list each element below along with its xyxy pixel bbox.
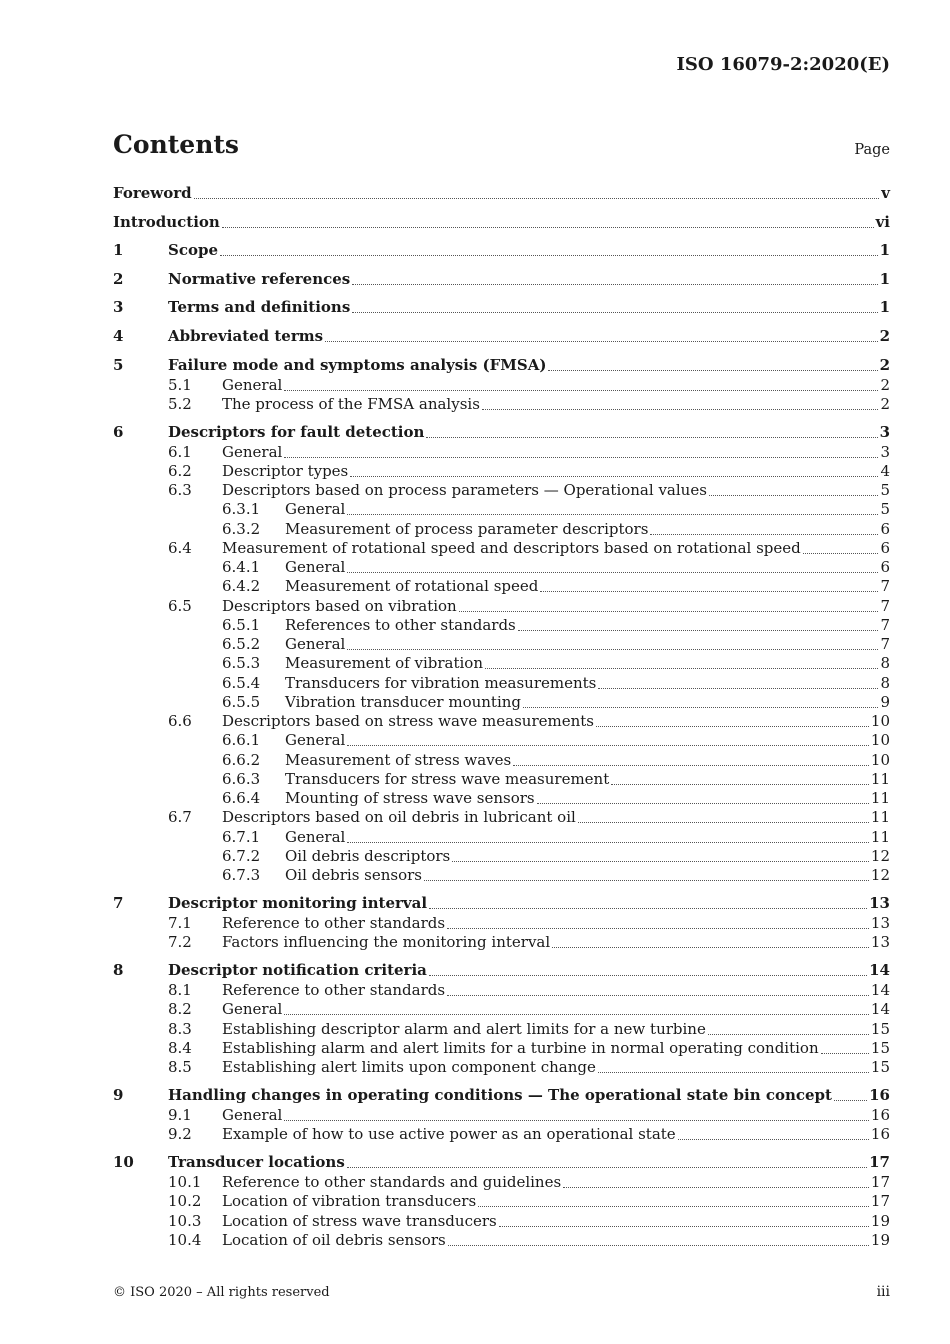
toc-section-entry[interactable] bbox=[113, 1086, 890, 1106]
toc-title: Descriptor monitoring interval bbox=[168, 894, 428, 912]
toc-subsection-entry[interactable] bbox=[113, 1212, 890, 1231]
toc-page-number: 6 bbox=[880, 558, 890, 577]
toc-page-number: 15 bbox=[870, 1038, 890, 1057]
toc-title: Abbreviated terms bbox=[168, 326, 324, 345]
dot-leader bbox=[709, 494, 879, 496]
toc-section-entry[interactable] bbox=[113, 356, 890, 376]
toc-title: General bbox=[222, 375, 283, 394]
toc-number: 6.6 bbox=[168, 712, 192, 731]
toc-title: Descriptor types bbox=[222, 461, 349, 480]
toc-page-number: 14 bbox=[870, 1000, 890, 1019]
toc-subsection-entry[interactable] bbox=[113, 558, 890, 577]
toc-subsection-entry[interactable] bbox=[113, 481, 890, 500]
dot-leader bbox=[284, 389, 878, 391]
dot-leader bbox=[347, 648, 878, 650]
toc-page-number: 2 bbox=[880, 394, 890, 413]
footer-page-number: iii bbox=[876, 1284, 890, 1300]
toc-page-number: 7 bbox=[880, 596, 890, 615]
toc-section-entry[interactable] bbox=[113, 241, 890, 261]
toc-subsection-entry[interactable] bbox=[113, 731, 890, 750]
toc-title: Location of oil debris sensors bbox=[222, 1230, 446, 1249]
dot-leader bbox=[284, 456, 878, 458]
toc-title: General bbox=[285, 635, 346, 654]
dot-leader bbox=[429, 974, 867, 976]
toc-section-entry[interactable] bbox=[113, 327, 890, 347]
toc-number: 6.6.4 bbox=[222, 789, 261, 808]
toc-title: Descriptors based on vibration bbox=[222, 596, 457, 615]
dot-leader bbox=[482, 408, 879, 410]
toc-page-number: 19 bbox=[870, 1230, 890, 1249]
toc-title: Reference to other standards bbox=[222, 914, 446, 932]
toc-number: 6.3.2 bbox=[222, 519, 261, 538]
toc-title: Reference to other standards bbox=[222, 981, 446, 1000]
toc-page-number: 5 bbox=[880, 500, 890, 519]
toc-title: Terms and definitions bbox=[168, 298, 351, 317]
dot-leader bbox=[447, 927, 869, 929]
table-of-contents bbox=[113, 184, 890, 1250]
toc-subsection-entry[interactable] bbox=[113, 866, 890, 885]
toc-number: 6.7 bbox=[168, 808, 192, 827]
toc-title: Oil debris sensors bbox=[285, 866, 423, 885]
document-id: ISO 16079-2:2020(E) bbox=[676, 54, 890, 75]
toc-subsection-entry[interactable] bbox=[113, 443, 890, 462]
dot-leader bbox=[678, 1138, 869, 1140]
toc-number: 6.3.1 bbox=[222, 500, 261, 519]
toc-section-entry[interactable] bbox=[113, 213, 890, 233]
dot-leader bbox=[459, 610, 879, 612]
toc-subsection-entry[interactable] bbox=[113, 577, 890, 596]
toc-page-number: 1 bbox=[879, 298, 890, 317]
toc-page-number: 14 bbox=[870, 981, 890, 1000]
toc-subsection-entry[interactable] bbox=[113, 462, 890, 481]
dot-leader bbox=[352, 311, 877, 313]
toc-title: Establishing alarm and alert limits for a turbine in normal operating condition bbox=[222, 1038, 819, 1057]
dot-leader bbox=[347, 744, 869, 746]
toc-page-number: 13 bbox=[869, 894, 890, 912]
dot-leader bbox=[611, 783, 869, 785]
toc-number: 8.1 bbox=[168, 981, 192, 1000]
toc-number: 5.2 bbox=[168, 394, 192, 413]
toc-page-number: v bbox=[881, 184, 890, 202]
toc-subsection-entry[interactable] bbox=[113, 712, 890, 731]
toc-subsection-entry[interactable] bbox=[113, 1192, 890, 1211]
toc-number: 3 bbox=[113, 298, 124, 317]
toc-page-number: 7 bbox=[880, 635, 890, 654]
toc-subsection-entry[interactable] bbox=[113, 933, 890, 952]
dot-leader bbox=[325, 340, 877, 342]
toc-page-number: 10 bbox=[870, 750, 890, 769]
toc-page-number: 15 bbox=[870, 1019, 890, 1038]
toc-page-number: 11 bbox=[870, 808, 890, 827]
dot-leader bbox=[478, 1205, 869, 1207]
toc-number: 6.7.2 bbox=[222, 846, 261, 865]
toc-number: 10 bbox=[113, 1153, 134, 1172]
dot-leader bbox=[563, 1186, 869, 1188]
dot-leader bbox=[552, 946, 869, 948]
dot-leader bbox=[347, 571, 878, 573]
toc-page-number: 3 bbox=[880, 442, 890, 461]
toc-page-number: 2 bbox=[880, 375, 890, 394]
toc-subsection-entry[interactable] bbox=[113, 520, 890, 539]
toc-subsection-entry[interactable] bbox=[113, 1058, 890, 1077]
toc-page-number: 17 bbox=[869, 1153, 890, 1172]
toc-number: 6.5 bbox=[168, 596, 192, 615]
toc-number: 6.2 bbox=[168, 461, 192, 480]
toc-subsection-entry[interactable] bbox=[113, 539, 890, 558]
toc-title: Factors influencing the monitoring interval bbox=[222, 933, 551, 952]
toc-number: 6.7.3 bbox=[222, 866, 261, 885]
toc-subsection-entry[interactable] bbox=[113, 500, 890, 519]
toc-page-number: 10 bbox=[870, 731, 890, 750]
toc-number: 1 bbox=[113, 241, 124, 260]
toc-title: Oil debris descriptors bbox=[285, 846, 451, 865]
toc-page-number: 16 bbox=[870, 1105, 890, 1124]
toc-title: Location of stress wave transducers bbox=[222, 1211, 497, 1230]
toc-title: Measurement of vibration bbox=[285, 654, 483, 673]
toc-number: 8.2 bbox=[168, 1000, 192, 1019]
toc-number: 6.5.4 bbox=[222, 673, 261, 692]
toc-section-entry[interactable] bbox=[113, 1153, 890, 1173]
toc-page-number: 13 bbox=[870, 933, 890, 952]
toc-subsection-entry[interactable] bbox=[113, 1106, 890, 1125]
toc-page-number: 6 bbox=[880, 538, 890, 557]
toc-page-number: 9 bbox=[880, 692, 890, 711]
toc-number: 9.1 bbox=[168, 1105, 192, 1124]
toc-page-number: 16 bbox=[869, 1085, 890, 1104]
toc-title: Transducers for vibration measurements bbox=[285, 673, 597, 692]
toc-number: 6.3 bbox=[168, 481, 192, 500]
toc-number: 6.4 bbox=[168, 538, 192, 557]
dot-leader bbox=[834, 1099, 867, 1101]
dot-leader bbox=[426, 436, 877, 438]
dot-leader bbox=[513, 764, 869, 766]
dot-leader bbox=[452, 860, 869, 862]
footer-copyright: © ISO 2020 – All rights reserved bbox=[113, 1285, 330, 1300]
toc-subsection-entry[interactable] bbox=[113, 1000, 890, 1019]
dot-leader bbox=[347, 513, 878, 515]
toc-subsection-entry[interactable] bbox=[113, 674, 890, 693]
toc-subsection-entry[interactable] bbox=[113, 693, 890, 712]
toc-page-number: vi bbox=[875, 212, 890, 231]
toc-number: 6.4.1 bbox=[222, 558, 261, 577]
toc-number: 2 bbox=[113, 269, 124, 288]
toc-title: Introduction bbox=[113, 212, 220, 231]
toc-number: 10.1 bbox=[168, 1173, 202, 1192]
dot-leader bbox=[194, 197, 880, 199]
toc-subsection-entry[interactable] bbox=[113, 751, 890, 770]
dot-leader bbox=[352, 283, 877, 285]
toc-subsection-entry[interactable] bbox=[113, 789, 890, 808]
toc-title: Establishing descriptor alarm and alert limits for a new turbine bbox=[222, 1019, 706, 1038]
toc-number: 7 bbox=[113, 894, 124, 912]
toc-title: Reference to other standards and guidelines bbox=[222, 1173, 562, 1192]
dot-leader bbox=[598, 1071, 869, 1073]
toc-page-number: 5 bbox=[880, 481, 890, 500]
dot-leader bbox=[803, 552, 879, 554]
toc-title: Descriptors based on process parameters — Operational values bbox=[222, 481, 707, 500]
dot-leader bbox=[347, 1166, 867, 1168]
toc-page-number: 4 bbox=[880, 461, 890, 480]
toc-section-entry[interactable] bbox=[113, 298, 890, 318]
toc-subsection-entry[interactable] bbox=[113, 828, 890, 847]
toc-title: Vibration transducer mounting bbox=[285, 692, 522, 711]
toc-section-entry[interactable] bbox=[113, 894, 890, 914]
dot-leader bbox=[821, 1052, 869, 1054]
dot-leader bbox=[429, 907, 867, 909]
toc-title: Measurement of process parameter descriptors bbox=[285, 519, 649, 538]
toc-subsection-entry[interactable] bbox=[113, 1020, 890, 1039]
toc-page-number: 16 bbox=[870, 1125, 890, 1144]
toc-page-number: 2 bbox=[879, 355, 890, 374]
toc-page-number: 8 bbox=[880, 673, 890, 692]
toc-title: General bbox=[222, 1105, 283, 1124]
toc-title: Failure mode and symptoms analysis (FMSA) bbox=[168, 355, 547, 374]
toc-title: Establishing alert limits upon component change bbox=[222, 1058, 596, 1077]
toc-number: 6.5.1 bbox=[222, 615, 261, 634]
toc-title: Location of vibration transducers bbox=[222, 1192, 477, 1211]
toc-number: 6.4.2 bbox=[222, 577, 261, 596]
toc-number: 8.3 bbox=[168, 1019, 192, 1038]
dot-leader bbox=[284, 1013, 869, 1015]
toc-number: 10.4 bbox=[168, 1230, 202, 1249]
toc-number: 6.5.3 bbox=[222, 654, 261, 673]
toc-title: General bbox=[222, 442, 283, 461]
toc-page-number: 1 bbox=[879, 269, 890, 288]
toc-title: Transducers for stress wave measurement bbox=[285, 769, 610, 788]
toc-subsection-entry[interactable] bbox=[113, 1039, 890, 1058]
toc-page-number: 1 bbox=[879, 241, 890, 260]
toc-number: 6.1 bbox=[168, 442, 192, 461]
toc-title: The process of the FMSA analysis bbox=[222, 394, 480, 413]
dot-leader bbox=[222, 226, 874, 228]
toc-title: General bbox=[285, 731, 346, 750]
toc-subsection-entry[interactable] bbox=[113, 1173, 890, 1192]
toc-subsection-entry[interactable] bbox=[113, 981, 890, 1000]
toc-section-entry[interactable] bbox=[113, 270, 890, 290]
toc-title: Example of how to use active power as an operational state bbox=[222, 1125, 676, 1144]
dot-leader bbox=[485, 667, 878, 669]
toc-number: 4 bbox=[113, 326, 124, 345]
toc-title: Transducer locations bbox=[168, 1153, 345, 1172]
page-title: Contents bbox=[113, 130, 240, 159]
toc-title: Descriptors based on oil debris in lubricant oil bbox=[222, 808, 576, 827]
toc-subsection-entry[interactable] bbox=[113, 376, 890, 395]
toc-subsection-entry[interactable] bbox=[113, 770, 890, 789]
toc-number: 10.2 bbox=[168, 1192, 202, 1211]
toc-number: 6.7.1 bbox=[222, 827, 261, 846]
toc-page-number: 3 bbox=[879, 422, 890, 441]
toc-subsection-entry[interactable] bbox=[113, 635, 890, 654]
toc-title: Handling changes in operating conditions — The operational state bin concept bbox=[168, 1085, 832, 1104]
dot-leader bbox=[548, 369, 877, 371]
toc-page-number: 17 bbox=[870, 1192, 890, 1211]
dot-leader bbox=[578, 821, 869, 823]
toc-title: General bbox=[285, 827, 346, 846]
toc-number: 6.6.1 bbox=[222, 731, 261, 750]
toc-number: 10.3 bbox=[168, 1211, 202, 1230]
toc-title: References to other standards bbox=[285, 615, 516, 634]
toc-page-number: 8 bbox=[880, 654, 890, 673]
toc-title: Mounting of stress wave sensors bbox=[285, 789, 535, 808]
dot-leader bbox=[708, 1033, 869, 1035]
dot-leader bbox=[518, 629, 879, 631]
toc-number: 9 bbox=[113, 1085, 124, 1104]
toc-section-entry[interactable] bbox=[113, 423, 890, 443]
toc-title: Normative references bbox=[168, 269, 351, 288]
toc-title: Measurement of rotational speed and descriptors based on rotational speed bbox=[222, 538, 801, 557]
toc-subsection-entry[interactable] bbox=[113, 847, 890, 866]
toc-number: 7.1 bbox=[168, 914, 192, 932]
toc-number: 6.6.2 bbox=[222, 750, 261, 769]
toc-section-entry[interactable] bbox=[113, 184, 890, 204]
toc-section-entry[interactable] bbox=[113, 961, 890, 981]
toc-number: 6.6.3 bbox=[222, 769, 261, 788]
toc-page-number: 7 bbox=[880, 577, 890, 596]
toc-page-number: 7 bbox=[880, 615, 890, 634]
toc-page-number: 6 bbox=[880, 519, 890, 538]
toc-number: 8 bbox=[113, 961, 124, 980]
toc-number: 5.1 bbox=[168, 375, 192, 394]
toc-page-number: 2 bbox=[879, 326, 890, 345]
toc-page-number: 10 bbox=[870, 712, 890, 731]
dot-leader bbox=[598, 687, 878, 689]
dot-leader bbox=[424, 879, 869, 881]
dot-leader bbox=[350, 475, 878, 477]
toc-page-number: 15 bbox=[870, 1058, 890, 1077]
toc-title: Descriptors based on stress wave measurements bbox=[222, 712, 594, 731]
toc-subsection-entry[interactable] bbox=[113, 597, 890, 616]
toc-page-number: 11 bbox=[870, 789, 890, 808]
toc-subsection-entry[interactable] bbox=[113, 1231, 890, 1250]
toc-page-number: 12 bbox=[870, 866, 890, 885]
toc-title: General bbox=[285, 558, 346, 577]
toc-subsection-entry[interactable] bbox=[113, 1125, 890, 1144]
toc-page-number: 11 bbox=[870, 827, 890, 846]
dot-leader bbox=[523, 706, 878, 708]
toc-number: 8.4 bbox=[168, 1038, 192, 1057]
dot-leader bbox=[284, 1119, 869, 1121]
toc-title: Scope bbox=[168, 241, 219, 260]
toc-page-number: 11 bbox=[870, 769, 890, 788]
toc-subsection-entry[interactable] bbox=[113, 395, 890, 414]
toc-number: 8.5 bbox=[168, 1058, 192, 1077]
toc-title: Descriptor notification criteria bbox=[168, 961, 427, 980]
dot-leader bbox=[499, 1225, 869, 1227]
toc-number: 5 bbox=[113, 355, 124, 374]
toc-page-number: 13 bbox=[870, 914, 890, 932]
toc-page-number: 19 bbox=[870, 1211, 890, 1230]
page-column-label: Page bbox=[854, 142, 890, 158]
toc-number: 9.2 bbox=[168, 1125, 192, 1144]
toc-page-number: 14 bbox=[869, 961, 890, 980]
toc-number: 7.2 bbox=[168, 933, 192, 952]
toc-number: 6.5.2 bbox=[222, 635, 261, 654]
toc-title: Foreword bbox=[113, 184, 192, 202]
toc-subsection-entry[interactable] bbox=[113, 914, 890, 933]
toc-title: Descriptors for fault detection bbox=[168, 422, 425, 441]
toc-page-number: 17 bbox=[870, 1173, 890, 1192]
toc-title: Measurement of stress waves bbox=[285, 750, 512, 769]
toc-subsection-entry[interactable] bbox=[113, 654, 890, 673]
toc-number: 6 bbox=[113, 422, 124, 441]
toc-subsection-entry[interactable] bbox=[113, 808, 890, 827]
dot-leader bbox=[347, 841, 869, 843]
dot-leader bbox=[650, 533, 878, 535]
toc-title: General bbox=[222, 1000, 283, 1019]
dot-leader bbox=[220, 254, 878, 256]
toc-page-number: 12 bbox=[870, 846, 890, 865]
toc-subsection-entry[interactable] bbox=[113, 616, 890, 635]
dot-leader bbox=[447, 994, 869, 996]
toc-title: General bbox=[285, 500, 346, 519]
dot-leader bbox=[596, 725, 869, 727]
toc-number: 6.5.5 bbox=[222, 692, 261, 711]
dot-leader bbox=[540, 590, 878, 592]
toc-title: Measurement of rotational speed bbox=[285, 577, 539, 596]
dot-leader bbox=[448, 1244, 869, 1246]
dot-leader bbox=[537, 802, 869, 804]
